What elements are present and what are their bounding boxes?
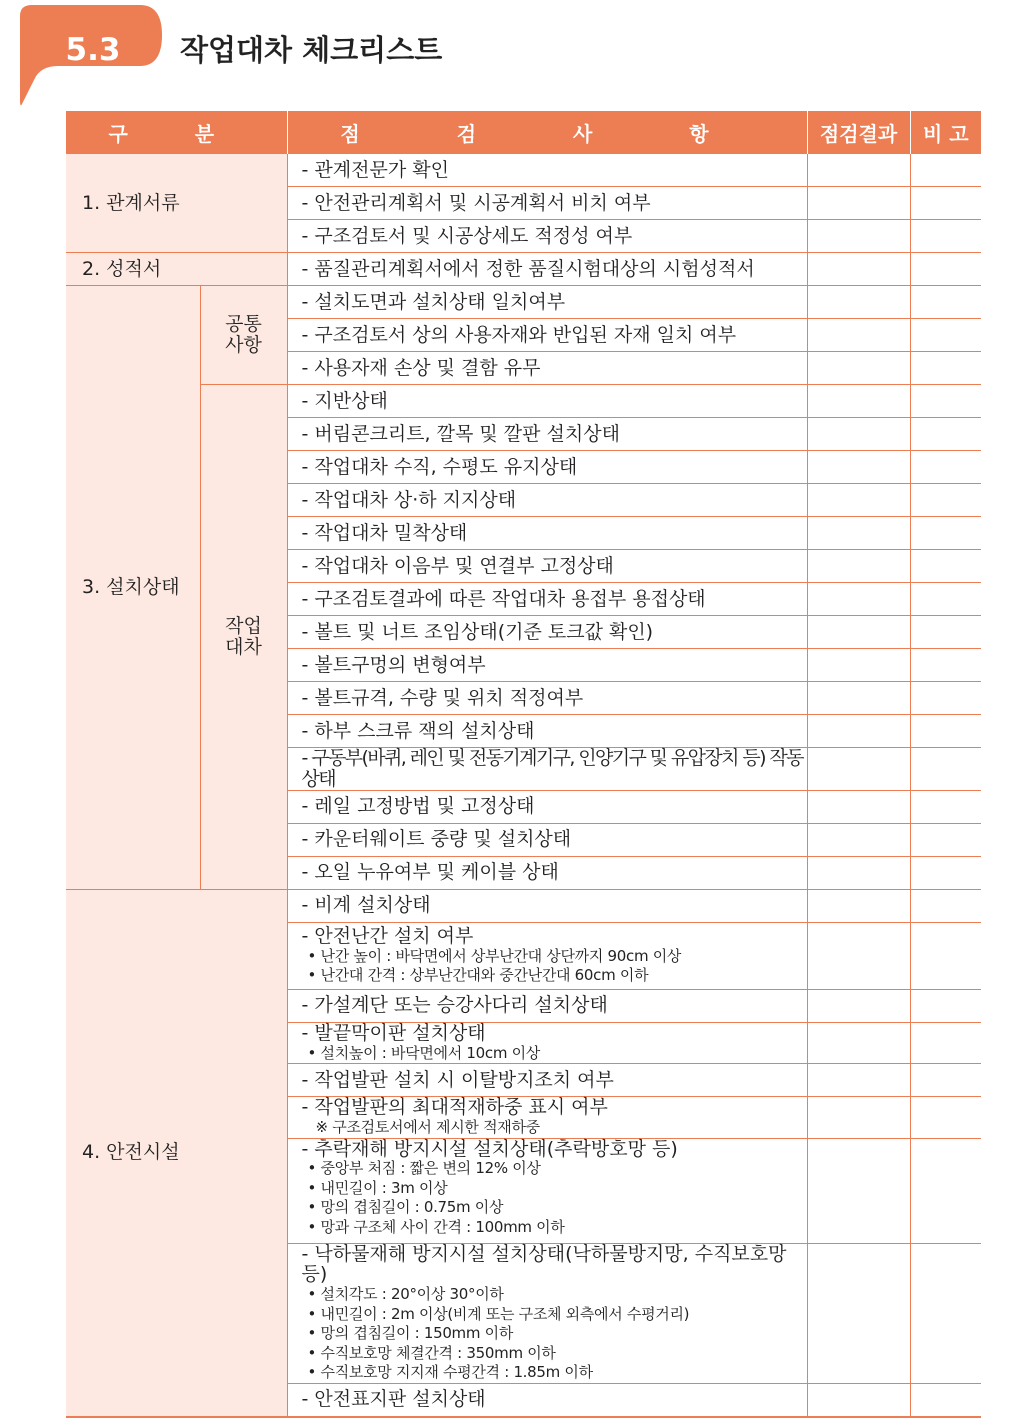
remark-cell[interactable] [910, 922, 981, 989]
check-item: - 안전표지판 설치상태 [287, 1383, 807, 1417]
table-row [66, 286, 981, 319]
result-cell[interactable] [807, 253, 910, 286]
remark-cell[interactable] [910, 889, 981, 922]
remark-cell[interactable] [910, 1064, 981, 1097]
remark-cell[interactable] [910, 517, 981, 550]
remark-cell[interactable] [910, 616, 981, 649]
check-item: - 안전난간 설치 여부 • 난간 높이 : 바닥면에서 상부난간대 상단까지 90cm 이상 • 난간대 간격 : 상부난간대와 중간난간대 60cm 이하 [287, 922, 807, 989]
check-note: • 수직보호망 지지재 수평간격 : 1.85m 이하 [307, 1363, 593, 1382]
check-note: • 망과 구조체 사이 간격 : 100mm 이하 [307, 1217, 565, 1236]
check-note: • 설치각도 : 20°이상 30°이하 [307, 1285, 504, 1304]
remark-cell[interactable] [910, 550, 981, 583]
result-cell[interactable] [807, 220, 910, 253]
check-item: - 추락재해 방지시설 설치상태(추락방호망 등) • 중앙부 처짐 : 짧은 변의 12% 이상 • 내민길이 : 3m 이상 • 망의 겹침길이 : 0.75m 이상 • 망과 구조체 사이 간격 : 100mm 이하 [287, 1138, 807, 1243]
remark-cell[interactable] [910, 1243, 981, 1383]
result-cell[interactable] [807, 1022, 910, 1063]
result-cell[interactable] [807, 715, 910, 748]
remark-cell[interactable] [910, 682, 981, 715]
result-cell[interactable] [807, 1064, 910, 1097]
check-note: • 중앙부 처짐 : 짧은 변의 12% 이상 [307, 1159, 541, 1178]
check-item: - 구조검토서 및 시공상세도 적정성 여부 [287, 220, 807, 253]
check-item: - 낙하물재해 방지시설 설치상태(낙하물방지망, 수직보호망 등) • 설치각도 : 20°이상 30°이하 • 내민길이 : 2m 이상(비계 또는 구조체 외측에서 수평거리) • 망의 겹침길이 : 150mm 이하 • 수직보호망 체결간격 : 350mm 이하 • 수직보호망 지지재 수평간격 : 1.85m 이하 [287, 1243, 807, 1383]
section-number: 5.3 [65, 32, 121, 68]
check-item: - 안전관리계획서 및 시공계획서 비치 여부 [287, 187, 807, 220]
remark-cell[interactable] [910, 319, 981, 352]
check-item: - 설치도면과 설치상태 일치여부 [287, 286, 807, 319]
result-cell[interactable] [807, 154, 910, 187]
result-cell[interactable] [807, 922, 910, 989]
check-note: • 수직보호망 체결간격 : 350mm 이하 [307, 1343, 556, 1362]
remark-cell[interactable] [910, 286, 981, 319]
subgroup-label: 작업 대차 [200, 385, 287, 890]
checklist-table [66, 111, 981, 1418]
remark-cell[interactable] [910, 154, 981, 187]
result-cell[interactable] [807, 682, 910, 715]
check-item: - 발끝막이판 설치상태 • 설치높이 : 바닥면에서 10cm 이상 [287, 1022, 807, 1063]
group-label: 3. 설치상태 [66, 286, 200, 890]
check-item: - 하부 스크류 잭의 설치상태 [287, 715, 807, 748]
remark-cell[interactable] [910, 649, 981, 682]
remark-cell[interactable] [910, 1138, 981, 1243]
table-row [66, 385, 981, 418]
header-gubun: 구 분 [66, 111, 287, 154]
result-cell[interactable] [807, 451, 910, 484]
result-cell[interactable] [807, 889, 910, 922]
result-cell[interactable] [807, 649, 910, 682]
result-cell[interactable] [807, 583, 910, 616]
table-header-row [66, 111, 981, 154]
group-label: 1. 관계서류 [66, 154, 287, 253]
check-note: • 내민길이 : 3m 이상 [307, 1178, 448, 1197]
group-label: 2. 성적서 [66, 253, 287, 286]
check-item: - 볼트 및 너트 조임상태(기준 토크값 확인) [287, 616, 807, 649]
remark-cell[interactable] [910, 748, 981, 791]
check-item: - 볼트구멍의 변형여부 [287, 649, 807, 682]
remark-cell[interactable] [910, 220, 981, 253]
check-item: - 가설계단 또는 승강사다리 설치상태 [287, 989, 807, 1022]
check-item: - 비계 설치상태 [287, 889, 807, 922]
check-item: - 오일 누유여부 및 케이블 상태 [287, 856, 807, 889]
check-note: • 내민길이 : 2m 이상(비계 또는 구조체 외측에서 수평거리) [307, 1304, 690, 1323]
remark-cell[interactable] [910, 989, 981, 1022]
check-note: • 난간대 간격 : 상부난간대와 중간난간대 60cm 이하 [307, 966, 649, 985]
header-remark: 비 고 [910, 111, 981, 154]
result-cell[interactable] [807, 385, 910, 418]
check-item: - 볼트규격, 수량 및 위치 적정여부 [287, 682, 807, 715]
table-row [66, 154, 981, 187]
remark-cell[interactable] [910, 856, 981, 889]
page-title: 작업대차 체크리스트 [180, 33, 443, 67]
check-item: - 작업대차 이음부 및 연결부 고정상태 [287, 550, 807, 583]
remark-cell[interactable] [910, 790, 981, 823]
result-cell[interactable] [807, 1138, 910, 1243]
result-cell[interactable] [807, 616, 910, 649]
result-cell[interactable] [807, 748, 910, 791]
result-cell[interactable] [807, 1097, 910, 1138]
check-item: - 사용자재 손상 및 결함 유무 [287, 352, 807, 385]
header-result: 점검결과 [807, 111, 910, 154]
header-items: 점 검 사 항 [287, 111, 807, 154]
result-cell[interactable] [807, 517, 910, 550]
remark-cell[interactable] [910, 1097, 981, 1138]
check-item: - 품질관리계획서에서 정한 품질시험대상의 시험성적서 [287, 253, 807, 286]
result-cell[interactable] [807, 286, 910, 319]
remark-cell[interactable] [910, 187, 981, 220]
check-note: • 설치높이 : 바닥면에서 10cm 이상 [307, 1043, 540, 1062]
remark-cell[interactable] [910, 484, 981, 517]
check-item: - 작업발판 설치 시 이탈방지조치 여부 [287, 1064, 807, 1097]
table-row [66, 253, 981, 286]
table-row [66, 889, 981, 922]
remark-cell[interactable] [910, 451, 981, 484]
result-cell[interactable] [807, 790, 910, 823]
remark-cell[interactable] [910, 418, 981, 451]
result-cell[interactable] [807, 1383, 910, 1417]
subgroup-label: 공통 사항 [200, 286, 287, 385]
check-item: - 작업대차 밀착상태 [287, 517, 807, 550]
check-note: ※ 구조검토서에서 제시한 적재하중 [315, 1118, 540, 1137]
result-cell[interactable] [807, 187, 910, 220]
check-item: - 구동부(바퀴, 레인 및 전동기계기구, 인양기구 및 유압장치 등) 작동상태 [287, 748, 807, 791]
remark-cell[interactable] [910, 1022, 981, 1063]
result-cell[interactable] [807, 352, 910, 385]
check-item: - 관계전문가 확인 [287, 154, 807, 187]
remark-cell[interactable] [910, 583, 981, 616]
result-cell[interactable] [807, 1243, 910, 1383]
remark-cell[interactable] [910, 715, 981, 748]
remark-cell[interactable] [910, 385, 981, 418]
check-note: • 망의 겹침길이 : 150mm 이하 [307, 1324, 514, 1343]
group-label: 4. 안전시설 [66, 889, 287, 1417]
result-cell[interactable] [807, 550, 910, 583]
result-cell[interactable] [807, 418, 910, 451]
check-item: - 버림콘크리트, 깔목 및 깔판 설치상태 [287, 418, 807, 451]
result-cell[interactable] [807, 989, 910, 1022]
result-cell[interactable] [807, 823, 910, 856]
remark-cell[interactable] [910, 823, 981, 856]
check-item: - 구조검토결과에 따른 작업대차 용접부 용접상태 [287, 583, 807, 616]
remark-cell[interactable] [910, 1383, 981, 1417]
result-cell[interactable] [807, 484, 910, 517]
check-item: - 작업발판의 최대적재하중 표시 여부 ※ 구조검토서에서 제시한 적재하중 [287, 1097, 807, 1138]
check-note: • 망의 겹침길이 : 0.75m 이상 [307, 1198, 504, 1217]
result-cell[interactable] [807, 856, 910, 889]
check-item: - 레일 고정방법 및 고정상태 [287, 790, 807, 823]
remark-cell[interactable] [910, 352, 981, 385]
remark-cell[interactable] [910, 253, 981, 286]
check-item: - 작업대차 수직, 수평도 유지상태 [287, 451, 807, 484]
check-note: • 난간 높이 : 바닥면에서 상부난간대 상단까지 90cm 이상 [307, 946, 682, 965]
check-item: - 작업대차 상·하 지지상태 [287, 484, 807, 517]
check-item: - 카운터웨이트 중량 및 설치상태 [287, 823, 807, 856]
check-item: - 구조검토서 상의 사용자재와 반입된 자재 일치 여부 [287, 319, 807, 352]
check-item: - 지반상태 [287, 385, 807, 418]
result-cell[interactable] [807, 319, 910, 352]
